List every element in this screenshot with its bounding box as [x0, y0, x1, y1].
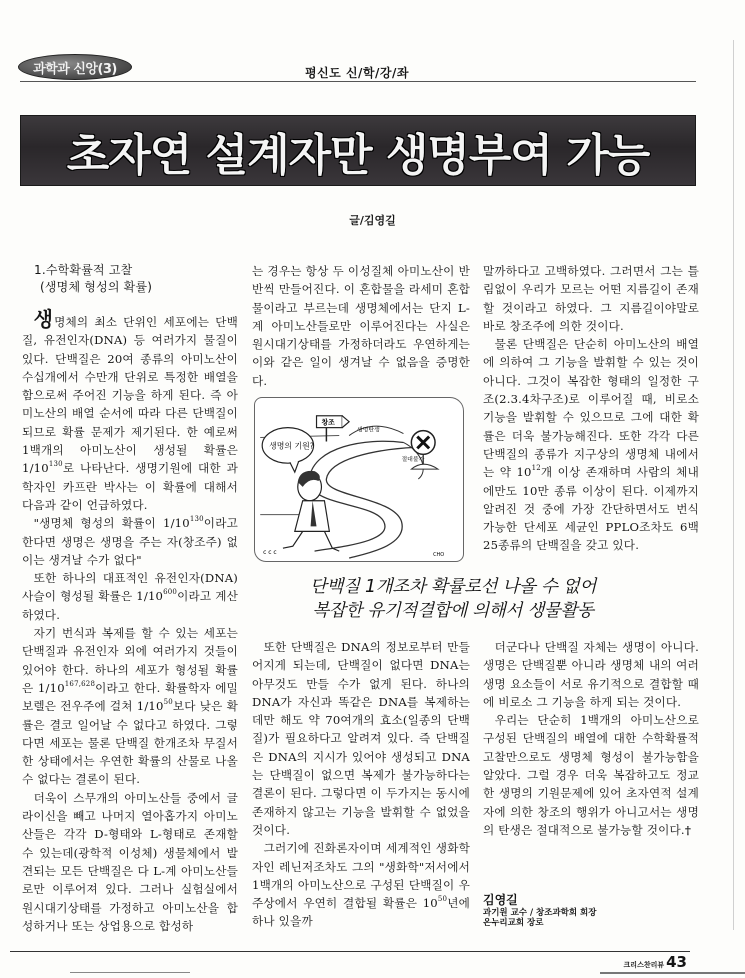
svg-text:생명탄생: 생명탄생 [357, 427, 380, 434]
paragraph: 또한 단백질은 DNA의 정보로부터 만들어지게 되는데, 단백질이 없다면 DNA는 아무것도 만들 수가 없게 된다. 하나의 DNA가 자신과 똑같은 DNA를 복제하는데만 해도 약 70여개의 효소(일종의 단백질)가 필요하다고 알려져 있다. 즉 단백질은 DNA의 지시가 있어야 생성되고 DNA는 단백질이 없으면 복제가 불가능하다는 결론이 된다. 그렇다면 이 두가지는 동시에 존재하지 않고는 기능을 발휘할 수 없었을 것이다. [252, 640, 470, 837]
author-info [483, 893, 683, 928]
footer-rule [10, 951, 690, 952]
paragraph: 물론 단백질은 단순히 아미노산의 배열에 의하여 그 기능을 발휘할 수 있는 것이 아니다. 그것이 복잡한 형태의 일정한 구조(2.3.4차구조)로 이루어질 때, 비로소 기능을 발휘할 수 있으므로 그에 대한 확률은 더욱 불가능해진다. 또한 각각 다른 단백질의 종류가 지구상의 생명체 내에서는 약 $10^{12}$개 이상 존재하며 사람의 체내에만도 10만 종류 이상이 된다. 이제까지 알려진 것 중에 가장 간단하면서도 번식 가능한 단세포 세균인 PPLO조차도 6백25종류의 단백질을 갖고 있다. [483, 337, 699, 553]
paragraph: 는 경우는 항상 두 이성질체 아미노산이 반반씩 만들어진다. 이 혼합물을 라세미 혼합물이라고 부르는데 생명체에서는 단지 L-계 아미노산들로만 이루어진다는 사실은 원시대기상태를 가정하더라도 우연하게는 이와 같은 일이 생겨날 수 없음을 증명한다. [252, 264, 470, 388]
column-1 [22, 262, 238, 935]
article-title: 초자연 설계자만 생명부여 가능 [66, 129, 650, 181]
footer-decor-line [600, 972, 745, 974]
header-rule [20, 81, 696, 82]
svg-text:CHO: CHO [433, 552, 445, 559]
paragraph: 더욱이 스무개의 아미노산들 중에서 글라이신을 빼고 나머지 열아홉가지 아미노산들은 각각 D-형태와 L-형태로 존재할 수 있는데(광학적 이성체) 생물체에서 발견되는 모든 단백질은 다 L-계 아미노산들로만 이루어져 있다. 그러나 실험실에서 원시대기상태를 가정하고 아미노산을 합성하거나 또는 상업용으로 합성하 [22, 790, 238, 933]
paragraph: 말까하다고 고백하였다. 그러면서 그는 틀림없이 우리가 모르는 어떤 지름길이 존재할 것이라고 하였다. 그 지름길이야말로 바로 창조주에 의한 것이다. [483, 264, 699, 333]
paragraph: 우리는 단순히 1백개의 아미노산으로 구성된 단백질의 배열에 대한 수학확률적 고찰만으로도 생명체 형성이 불가능함을 알았다. 그럴 경우 더욱 복잡하고도 정교한 생명의 기원문제에 있어 초자연적 설계자에 의한 창조의 행위가 아니고서는 생명의 탄생은 절대적으로 불가능할 것이다.† [483, 713, 699, 837]
section-title: 1.수학확률적 고찰 [34, 263, 133, 277]
series-title: 평신도 신/학/강/좌 [305, 66, 409, 80]
column-2-bottom [252, 638, 470, 931]
title-banner [20, 115, 696, 186]
svg-text:생명의 기원?: 생명의 기원? [269, 441, 314, 451]
end-mark-icon: † [684, 822, 692, 837]
author-name: 김영길 [483, 893, 518, 907]
magazine-name: 크리스찬리뷰 [623, 961, 665, 969]
page-number: 43 [666, 953, 687, 971]
paragraph: 또한 하나의 대표적인 유전인자(DNA)사슬이 형성될 확률은 $1/10^{600}$이라고 계산하였다. [22, 571, 238, 622]
scan-margin-line [733, 40, 734, 930]
drop-cap: 생 [33, 307, 54, 331]
pull-quote-line-2: 복잡한 유기적결합에 의해서 생물활동 [312, 601, 594, 621]
series-badge: 과학과 신앙(3) [18, 54, 132, 80]
column-3-bottom [483, 638, 699, 839]
paragraph: 생명체의 최소 단위인 세포에는 단백질, 유전인자(DNA) 등 여러가지 물질이 있다. 단백질은 20여 종류의 아미노산이 수십개에서 수만개 단위로 특정한 배열을 함으로써 주어진 기능을 하게 된다. 즉 아미노산의 배열 순서에 따라 다른 단백질이 되므로 확률 문제가 제기된다. 한 예로써 1백개의 아미노산이 생성될 확률은 $1/10^{130}$로 나타난다. 생명기원에 대한 과학자인 카프란 박사는 이 확률에 대해서 다음과 같이 언급하였다. [22, 307, 238, 512]
pull-quote [258, 575, 648, 623]
svg-text:c c c: c c c [263, 550, 277, 557]
page-footer [624, 953, 687, 971]
byline: 글/김영길 [349, 214, 396, 227]
svg-text:창조: 창조 [321, 418, 335, 427]
author-church: 온누리교회 장로 [483, 918, 544, 928]
pull-quote-line-1: 단백질 1개조차 확률로선 나올 수 없어 [309, 577, 597, 597]
paragraph: 자기 번식과 복제를 할 수 있는 세포는 단백질과 유전인자 외에 여러가지 것들이 있어야 한다. 하나의 세포가 형성될 확률은 1/10$^{167,628}$이라고 한다. 확률학자 에밀 보렐은 전우주에 걸쳐 $1/10^{50}$보다 낮은 확률은 결코 일어날 수 없다고 하였다. 그렇다면 세포는 물론 단백질 한개조차 무질서한 상태에서는 우연한 확률의 산물로 나올 수 없다는 결론이 된다. [22, 626, 238, 787]
paragraph: 더군다나 단백질 자체는 생명이 아니다. 생명은 단백질뿐 아니라 생명체 내의 여러 생명 요소들이 서로 유기적으로 결합할 때에 비로소 그 기능을 하게 되는 것이다. [483, 640, 699, 709]
column-3-top [483, 262, 699, 555]
section-heading [34, 262, 238, 296]
cartoon-drawing [255, 398, 463, 561]
paragraph: 그러기에 진화론자이며 세계적인 생화학자인 레닌저조차도 그의 "생화학"저서에서 1백개의 아미노산으로 구성된 단백질이 우주상에서 우연히 결합될 확률은 $10^{50}$년에 하나 있을까 [252, 841, 470, 929]
cartoon-illustration [254, 397, 464, 562]
quote-paragraph: "생명체 형성의 확률이 $1/10^{130}$이라고 한다면 생명은 생명을 주는 자(창조주) 없이는 생겨날 수가 없다" [22, 515, 238, 567]
section-subtitle: (생명체 형성의 확률) [40, 280, 153, 294]
column-2-top [252, 262, 470, 390]
author-role: 과기원 교수 / 창조과학회 회장 [483, 908, 597, 918]
footer-decor-line [70, 972, 190, 973]
svg-text:절대불가: 절대불가 [401, 457, 425, 464]
